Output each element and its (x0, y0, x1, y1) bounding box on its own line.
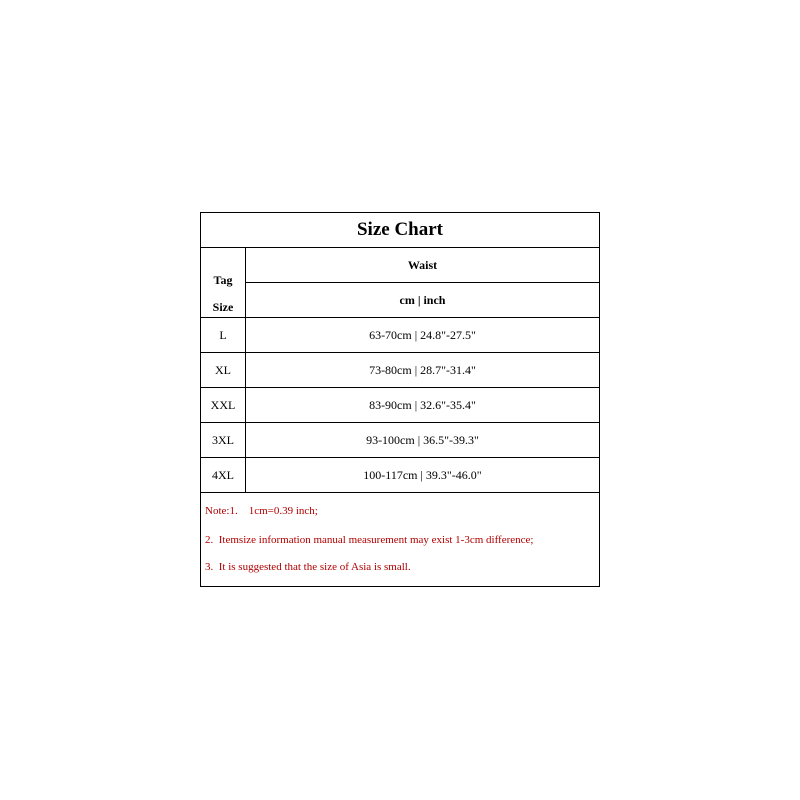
waist-header: Waist (246, 248, 599, 283)
waist-cell: 93-100cm | 36.5"-39.3" (366, 433, 479, 447)
size-cell: L (201, 318, 246, 352)
tag-size-header-line1: Tag (213, 273, 233, 287)
size-cell: 3XL (201, 423, 246, 457)
units-header: cm | inch (246, 283, 599, 318)
size-chart-title: Size Chart (201, 213, 599, 248)
waist-cell: 83-90cm | 32.6"-35.4" (369, 398, 476, 412)
table-row (201, 318, 599, 353)
size-chart-table (200, 212, 600, 587)
table-row (201, 353, 599, 388)
table-row (201, 423, 599, 458)
waist-cell: 100-117cm | 39.3"-46.0" (363, 468, 482, 482)
size-cell: XL (201, 353, 246, 387)
size-cell: 4XL (201, 458, 246, 492)
notes-section (201, 493, 599, 588)
tag-size-header (201, 248, 246, 318)
note-1: Note:1. 1cm=0.39 inch; (205, 505, 318, 517)
waist-cell: 73-80cm | 28.7"-31.4" (369, 363, 476, 377)
tag-size-header-line2: Size (212, 300, 234, 314)
table-row (201, 388, 599, 423)
waist-cell: 63-70cm | 24.8"-27.5" (369, 328, 476, 342)
size-cell: XXL (201, 388, 246, 422)
note-2: 2. Itemsize information manual measurement may exist 1-3cm difference; (205, 534, 534, 546)
table-row (201, 458, 599, 493)
note-3: 3. It is suggested that the size of Asia is small. (205, 561, 411, 573)
